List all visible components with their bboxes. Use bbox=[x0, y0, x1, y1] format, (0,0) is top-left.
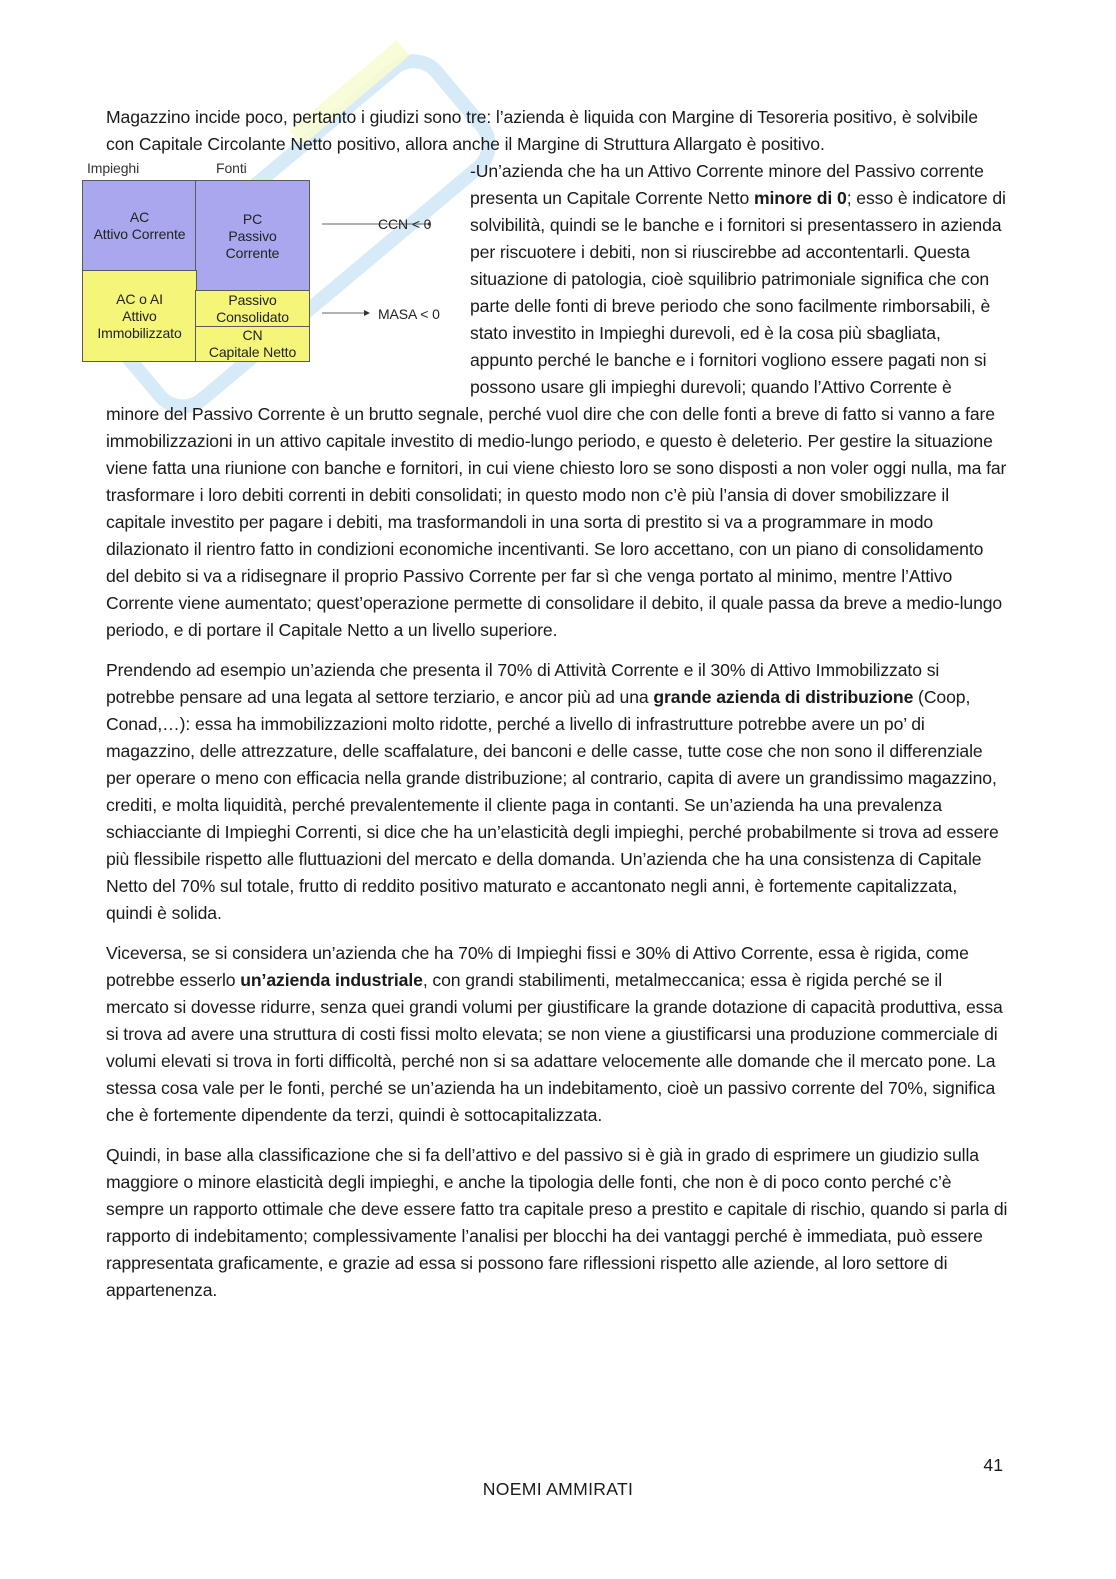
ac-sublabel: Attivo Corrente bbox=[93, 226, 186, 242]
cn-label: CN bbox=[242, 327, 263, 343]
pc-sublabel-2: Corrente bbox=[225, 244, 280, 261]
ac-label: AC bbox=[129, 209, 150, 225]
box-passivo-consolidato bbox=[195, 290, 310, 328]
paragraph-5: Quindi, in base alla classificazione che si fa dell’attivo e del passivo si è già in grado di esprimere un giudizio sulla maggiore o minore elasticità degli impieghi, e anche la tipologia delle fonti, che non è di poco conto perché c’è sempre un rapporto ottimale che deve essere fatto tra capitale preso a prestito e capitale di rischio, quando si parla di rapporto di indebitamento; complessivamente l’analisi per blocchi ha dei vantaggi perché è immediata, può essere rappresentata graficamente, e grazie ad essa si possono fare riflessioni rispetto alle aziende, al loro settore di appartenenza. bbox=[106, 1145, 1008, 1300]
paragraph-2-text-a: -Un’azienda che ha un Attivo Corrente minore del Passivo corrente presenta un Capitale Corrente Netto bbox=[470, 161, 984, 208]
paragraph-4-bold: un’azienda industriale bbox=[240, 970, 423, 990]
paragraph-1: Magazzino incide poco, pertanto i giudizi sono tre: l’azienda è liquida con Margine di Tesoreria positivo, è solvibile con Capitale Circolante Netto positivo, allora anche il Margine di Struttura Allargato è positivo. bbox=[106, 107, 978, 154]
document-body bbox=[87, 104, 1008, 1317]
header-fonti: Fonti bbox=[216, 160, 247, 176]
figure-and-paragraph bbox=[87, 158, 1008, 644]
paragraph-4-text-a: Viceversa, se si considera un’azienda che ha 70% di Impieghi fissi e 30% di Attivo Corrente, essa è rigida, come potrebbe esserlo bbox=[106, 943, 969, 990]
cn-sublabel: Capitale Netto bbox=[208, 344, 297, 360]
ai-sublabel-1: Attivo bbox=[122, 307, 157, 324]
label-masa: MASA < 0 bbox=[378, 306, 440, 322]
pcons-label-2: Consolidato bbox=[216, 309, 289, 325]
header-impieghi: Impieghi bbox=[87, 160, 140, 176]
page-number: 41 bbox=[983, 1455, 1003, 1475]
paragraph-3-bold: grande azienda di distribuzione bbox=[653, 687, 914, 707]
paragraph-4-text-b: , con grandi stabilimenti, metalmeccanica; essa è rigida perché se il mercato si dovesse ridurre, senza quei grandi volumi per giustificare la grande dotazione di capacità produttiva, essa si trova ad avere una struttura di costi fissi molto elevata; se non viene a giustificarsi una produzione commerciale di volumi elevati si trova in forti difficoltà, perché non si sa adattare velocemente alle domande che il mercato pone. La stessa cosa vale per le fonti, perché se un’azienda ha un indebitamento, cioè un passivo corrente del 70%, significa che è fortemente dipendente da terzi, quindi è sottocapitalizzata. bbox=[106, 970, 1003, 1125]
pc-label: PC bbox=[242, 210, 263, 227]
paragraph-3-text-b: (Coop, Conad,…): essa ha immobilizzazioni molto ridotte, perché a livello di infrastrutture potrebbe avere un po’ di magazzino, delle attrezzature, delle scaffalature, dei banconi e delle casse, tutte cose che non sono il differenziale per operare o meno con efficacia nella grande distribuzione; al contrario, capita di avere un grandissimo magazzino, crediti, e molta liquidità, perché prevalentemente il cliente paga in contanti. Se un’azienda ha una prevalenza schiacciante di Impieghi Correnti, si dice che ha un’elasticità degli impieghi, perché probabilmente si trova ad essere più flessibile rispetto alle fluttuazioni del mercato e della domanda. Un’azienda che ha una consistenza di Capitale Netto del 70% sul totale, frutto di reddito positivo maturato e accantonato negli anni, è fortemente capitalizzata, quindi è solida. bbox=[106, 687, 999, 923]
paragraph-3-text-a: Prendendo ad esempio un’azienda che presenta il 70% di Attività Corrente e il 30% di Attivo Immobilizzato si potrebbe pensare ad una legata al settore terziario, e ancor più ad una bbox=[106, 660, 940, 707]
footer-author: NOEMI AMMIRATI bbox=[482, 1479, 634, 1499]
box-capitale-netto bbox=[195, 326, 310, 362]
paragraph-2-bold: minore di 0 bbox=[753, 188, 847, 208]
paragraph-3 bbox=[106, 657, 1008, 927]
box-passivo-corrente bbox=[195, 180, 310, 292]
balance-sheet-diagram bbox=[82, 158, 470, 378]
box-attivo-immobilizzato bbox=[82, 270, 197, 362]
pc-sublabel-1: Passivo bbox=[228, 227, 277, 244]
ai-label: AC o AI bbox=[116, 290, 163, 307]
ai-sublabel-2: Immobilizzato bbox=[97, 324, 182, 341]
paragraph-4 bbox=[106, 940, 1008, 1129]
paragraph-2-text-b: ; esso è indicatore di solvibilità, quindi se le banche e i fornitori si presentassero in azienda per riscuotere i debiti, non si riuscirebbe ad accontentarli. Questa situazione di patologia, cioè squilibrio patrimoniale significa che con parte delle fonti di breve periodo che sono facilmente rimborsabili, è stato investito in Impieghi durevoli, ed è la cosa più sbagliata, appunto perché le banche e i fornitori vogliono essere pagati non si possono usare gli impieghi durevoli; quando l’Attivo Corrente è minore del Passivo Corrente è un brutto segnale, perché vuol dire che con delle fonti a breve di fatto si vanno a fare immobilizzazioni in un attivo capitale investito di medio-lungo periodo, e questo è deleterio. Per gestire la situazione viene fatta una riunione con banche e fornitori, in cui viene chiesto loro se sono disposti a non voler oggi nulla, ma far trasformare i loro debiti correnti in debiti consolidati; in questo modo non c’è più l’ansia di dover smobilizzare il capitale investito per pagare i debiti, ma trasformandoli in una sorta di prestito si va a programmare in modo dilazionato il rientro fatto in condizioni economiche incentivanti. Se loro accettano, con un piano di consolidamento del debito si va a ridisegnare il proprio Passivo Corrente per far sì che venga portato al minimo, mentre l’Attivo Corrente viene aumentato; quest’operazione permette di consolidare il debito, il quale passa da breve a medio-lungo periodo, e di portare il Capitale Netto a un livello superiore. bbox=[106, 188, 1007, 640]
box-attivo-corrente bbox=[82, 180, 197, 272]
label-ccn: CCN < 0 bbox=[378, 216, 432, 232]
pcons-label-1: Passivo bbox=[228, 292, 277, 308]
